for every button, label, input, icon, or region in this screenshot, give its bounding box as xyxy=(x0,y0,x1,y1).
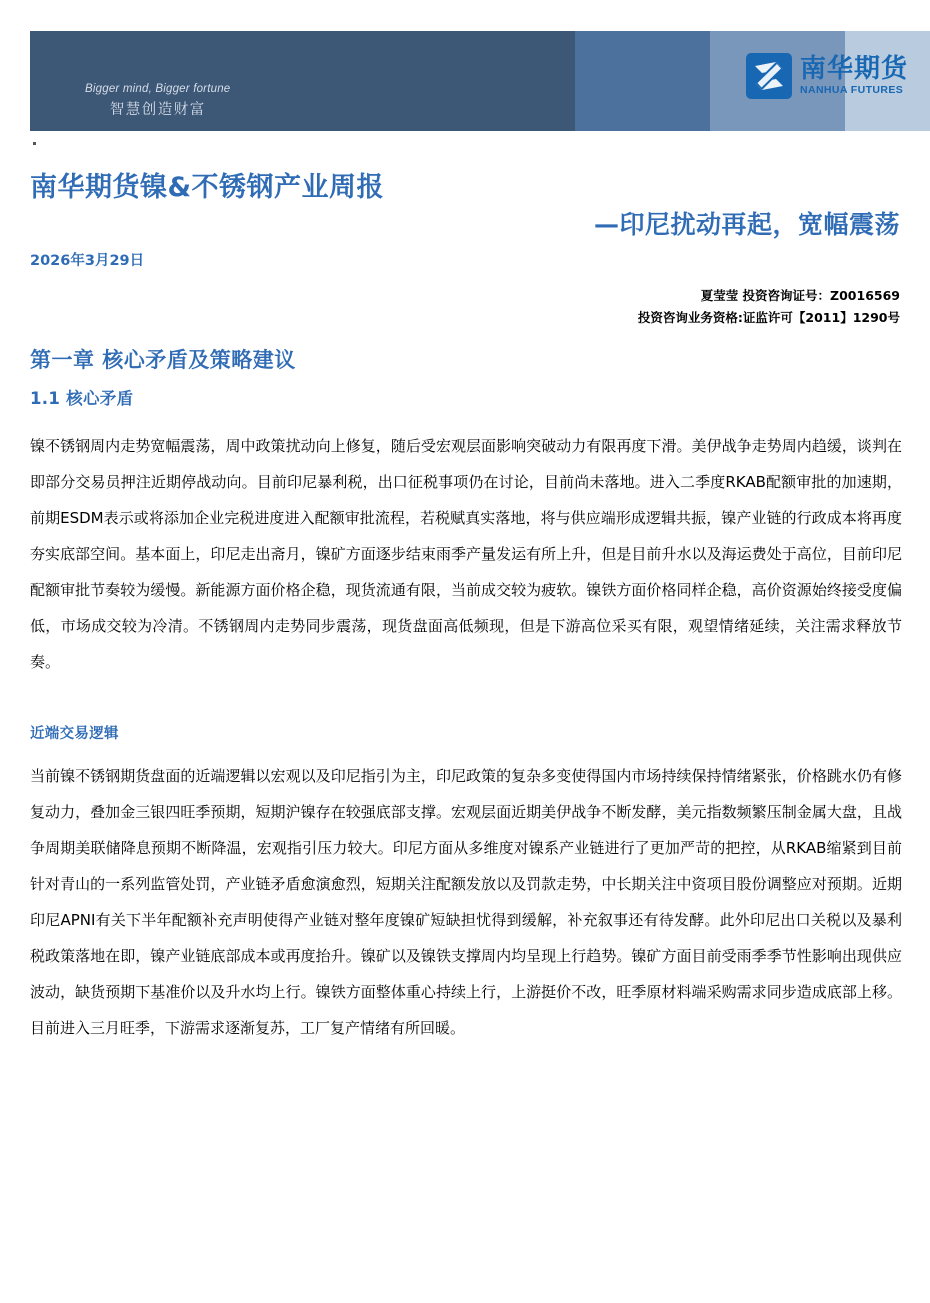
page-banner xyxy=(30,31,930,131)
page-title: 南华期货镍&不锈钢产业周报 xyxy=(30,172,385,203)
banner-band-medium xyxy=(575,31,710,131)
subsection-heading: 近端交易逻辑 xyxy=(30,726,119,742)
paragraph-core-conflict: 镍不锈钢周内走势宽幅震荡，周中政策扰动向上修复，随后受宏观层面影响突破动力有限再度下滑。美伊战争走势周内趋缓，谈判在即部分交易员押注近期停战动向。目前印尼暴利税，出口征税事项仍在讨论，目前尚未落地。进入二季度RKAB配额审批的加速期，前期ESDM表示或将添加企业完税进度进入配额审批流程，若税赋真实落地，将与供应端形成逻辑共振，镍产业链的行政成本将再度夯实底部空间。基本面上，印尼走出斋月，镍矿方面逐步结束雨季产量发运有所上升，但是目前升水以及海运费处于高位，目前印尼配额审批节奏较为缓慢。新能源方面价格企稳，现货流通有限，当前成交较为疲软。镍铁方面价格同样企稳，高价资源始终接受度偏低，市场成交较为冷清。不锈钢周内走势同步震荡，现货盘面高低频现，但是下游高位采买有限，观望情绪延续，关注需求释放节奏。 xyxy=(30,437,902,671)
logo-chinese-name: 南华期货 xyxy=(799,54,908,85)
company-logo xyxy=(746,53,908,99)
company-tagline xyxy=(85,81,230,121)
page-subtitle: —印尼扰动再起，宽幅震荡 xyxy=(593,210,900,239)
license-line: 投资咨询业务资格:证监许可【2011】1290号 xyxy=(637,309,900,325)
tagline-english: Bigger mind, Bigger fortune xyxy=(85,83,231,95)
stray-mark xyxy=(33,142,36,145)
section-heading: 1.1 核心矛盾 xyxy=(30,389,134,408)
author-credentials xyxy=(638,285,900,329)
tagline-chinese: 智慧创造财富 xyxy=(109,101,206,118)
logo-wordmark xyxy=(800,56,908,96)
paragraph-near-term-logic: 当前镍不锈钢期货盘面的近端逻辑以宏观以及印尼指引为主，印尼政策的复杂多变使得国内市场持续保持情绪紧张，价格跳水仍有修复动力，叠加金三银四旺季预期，短期沪镍存在较强底部支撑。宏观层面近期美伊战争不断发酵，美元指数频繁压制金属大盘，且战争周期美联储降息预期不断降温，宏观指引压力较大。印尼方面从多维度对镍系产业链进行了更加严苛的把控，从RKAB缩紧到目前针对青山的一系列监管处罚，产业链矛盾愈演愈烈，短期关注配额发放以及罚款走势，中长期关注中资项目股份调整应对预期。近期印尼APNI有关下半年配额补充声明使得产业链对整年度镍矿短缺担忧得到缓解，补充叙事还有待发酵。此外印尼出口关税以及暴利税政策落地在即，镍产业链底部成本或再度抬升。镍矿以及镍铁支撑周内均呈现上行趋势。镍矿方面目前受雨季季节性影响出现供应波动，缺货预期下基准价以及升水均上行。镍铁方面整体重心持续上行，上游挺价不改，旺季原材料端采购需求同步造成底部上移。目前进入三月旺季，下游需求逐渐复苏，工厂复产情绪有所回暖。 xyxy=(30,767,902,1037)
logo-english-name: NANHUA FUTURES xyxy=(799,84,904,97)
report-date: 2026年3月29日 xyxy=(30,253,145,269)
nanhua-logo-icon xyxy=(746,53,792,99)
analyst-line: 夏莹莹 投资咨询证号：Z0016569 xyxy=(700,288,900,303)
chapter-heading: 第一章 核心矛盾及策略建议 xyxy=(30,348,296,372)
